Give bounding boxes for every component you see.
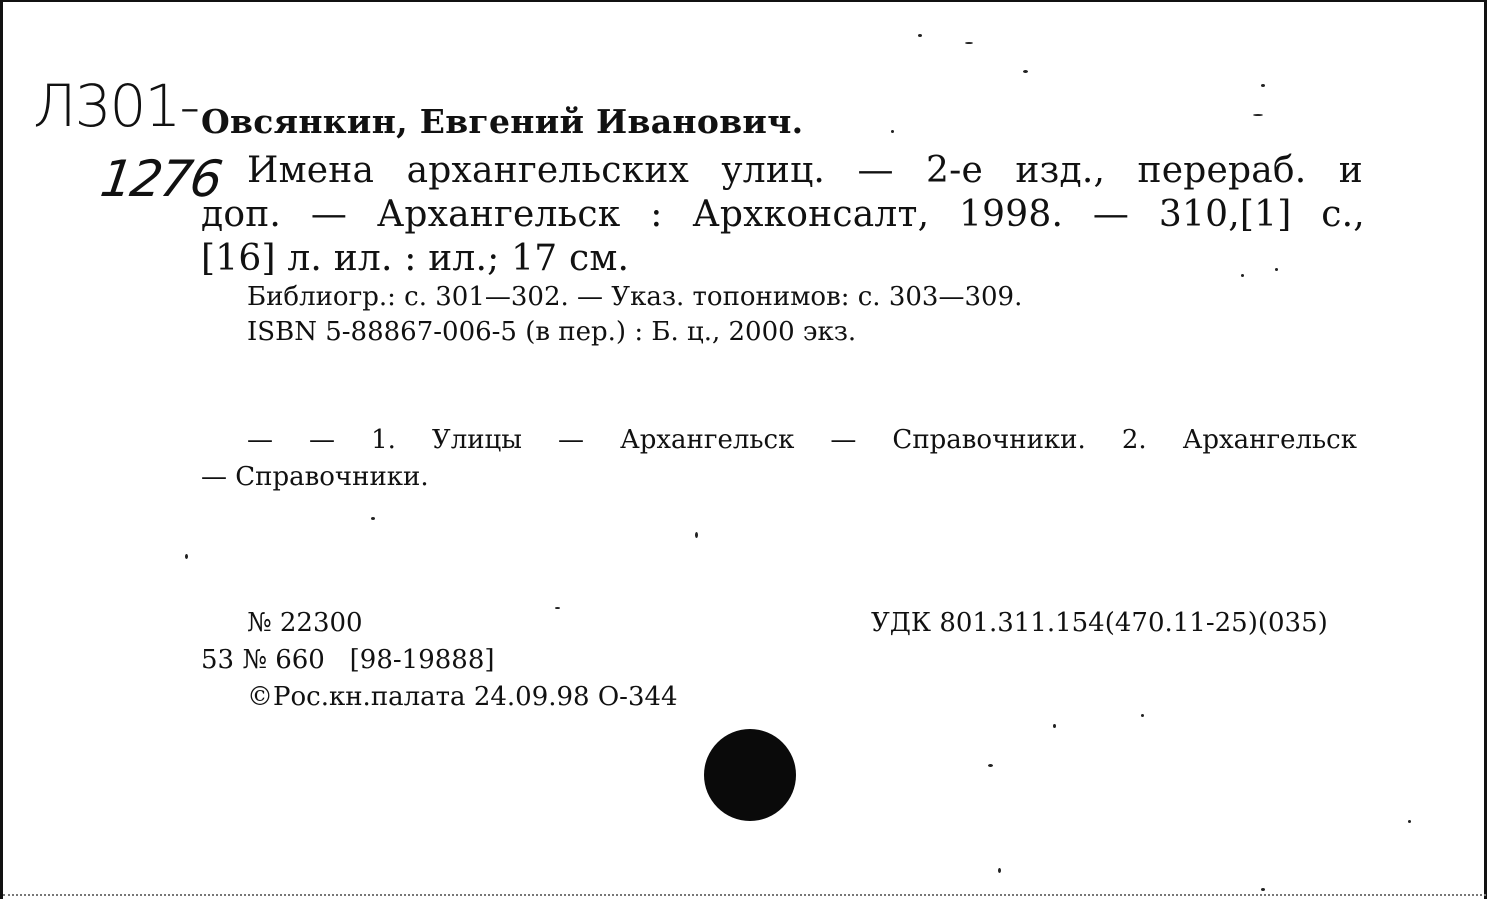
registration-number: 53 № 660 [98-19888] — [201, 645, 495, 675]
title-line-3: [16] л. ил. : ил.; 17 см. — [201, 238, 630, 279]
speck — [1241, 274, 1244, 277]
word: Архангельск — [1182, 425, 1357, 455]
speck — [1408, 820, 1411, 823]
speck — [1253, 114, 1263, 116]
word: Архангельск — [620, 425, 795, 455]
speck — [998, 868, 1001, 873]
speck — [918, 34, 922, 37]
handwritten-call-number-bottom: 1276 — [96, 150, 225, 208]
word: Архконсалт, — [692, 194, 930, 235]
udk-code: УДК 801.311.154(470.11-25)(035) — [871, 608, 1328, 638]
word: улиц. — [721, 150, 826, 191]
speck — [891, 130, 894, 133]
word: — — [830, 425, 857, 455]
speck — [1261, 888, 1265, 891]
word: 2. — [1121, 425, 1147, 455]
word: Архангельск — [376, 194, 621, 235]
word: Улицы — [431, 425, 522, 455]
speck — [371, 517, 375, 520]
speck — [1053, 724, 1056, 728]
word: : — [650, 194, 663, 235]
isbn-line: ISBN 5-88867-006-5 (в пер.) : Б. ц., 2000 экз. — [247, 317, 857, 347]
word: — — [309, 425, 336, 455]
author-heading: Овсянкин, Евгений Иванович. — [201, 102, 804, 141]
word: с., — [1321, 194, 1365, 235]
word: 310,[1] — [1158, 194, 1292, 235]
speck — [695, 532, 698, 538]
punch-hole — [704, 729, 796, 821]
word: — — [857, 150, 894, 191]
word: 1. — [371, 425, 396, 455]
speck — [965, 42, 973, 44]
bibliography-notes: Библиогр.: с. 301—302. — Указ. топонимов: с. 303—309. — [247, 282, 1023, 312]
copyright-line: ©Рос.кн.палата 24.09.98 О-344 — [247, 682, 678, 712]
word: 2-е — [926, 150, 984, 191]
title-line-1 — [247, 150, 1363, 191]
word: — — [247, 425, 273, 455]
subjects-line-1 — [247, 425, 1357, 455]
speck — [1275, 268, 1278, 271]
speck — [1023, 70, 1028, 73]
word: Справочники. — [892, 425, 1086, 455]
word: перераб. — [1137, 150, 1307, 191]
word: доп. — [201, 194, 282, 235]
word: и — [1338, 150, 1363, 191]
speck — [1261, 84, 1265, 87]
word: Имена — [247, 150, 375, 191]
card-number: № 22300 — [247, 608, 363, 638]
card-bottom-edge — [3, 892, 1487, 896]
speck — [1141, 714, 1144, 717]
speck — [988, 764, 993, 767]
title-line-2 — [201, 194, 1365, 235]
handwritten-call-number-top: Л301- — [33, 72, 199, 140]
word: изд., — [1015, 150, 1106, 191]
speck — [555, 607, 560, 609]
speck — [185, 554, 188, 559]
word: 1998. — [959, 194, 1064, 235]
word: — — [558, 425, 584, 455]
word: архангельских — [406, 150, 690, 191]
word: — — [310, 194, 348, 235]
subjects-line-2: — Справочники. — [201, 462, 429, 492]
word: — — [1092, 194, 1130, 235]
